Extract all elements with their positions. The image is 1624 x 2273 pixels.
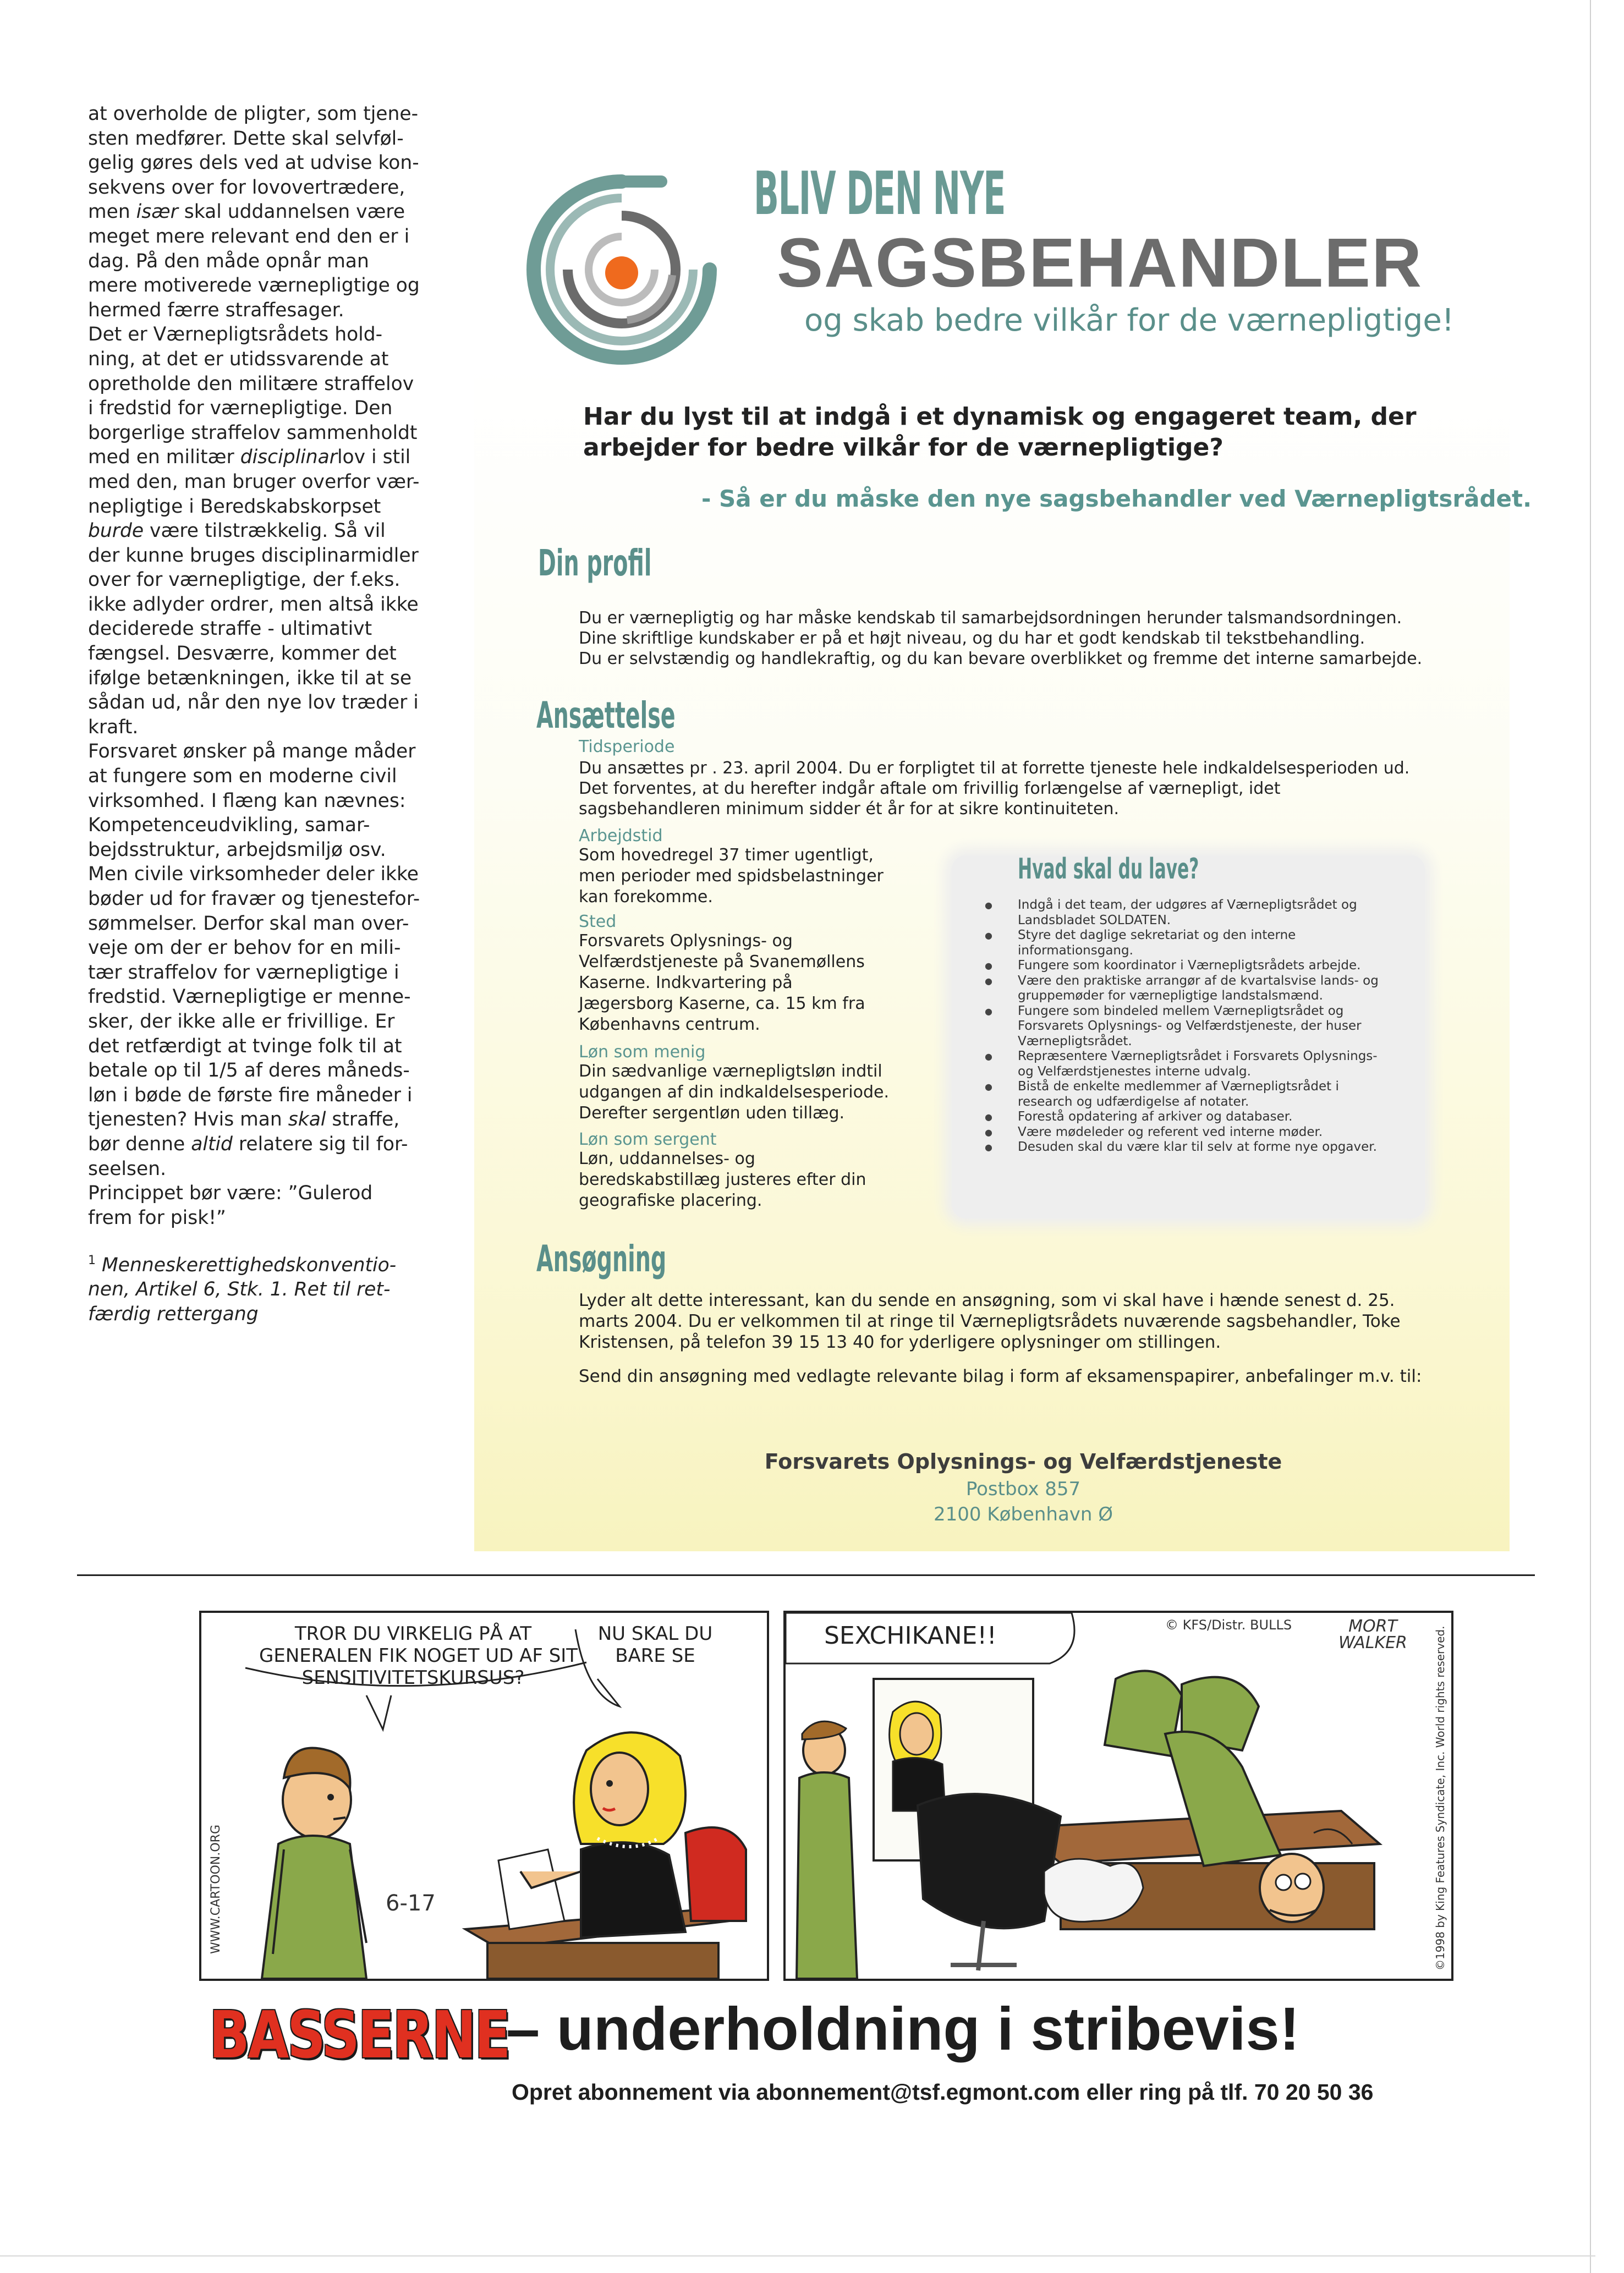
article-line: ikke adlyder ordrer, men altså ikke (88, 593, 419, 616)
hours-label: Arbejdstid (579, 826, 663, 845)
bottom-edge (0, 2255, 1595, 2256)
footnote-line: færdig rettergang (88, 1303, 259, 1325)
article-line: men især skal uddannelsen være (88, 201, 405, 223)
advert-intro-sub: - Så er du måske den nye sagsbehandler ved Værnepligtsrådet. (701, 485, 1532, 512)
panel1-bubble-line: GENERALEN FIK NOGET UD AF SIT (259, 1645, 578, 1667)
basserne-logo: BASSERNE (209, 1997, 509, 2073)
footnote-text (88, 1254, 429, 1327)
article-line: deciderede straffe - ultimativt (88, 618, 372, 640)
article-line: Princippet bør være: ”Gulerod (88, 1182, 373, 1205)
article-line: bør denne altid relatere sig til for- (88, 1133, 408, 1155)
article-body (88, 102, 429, 1230)
page-edge (1590, 0, 1591, 2273)
article-line: hermed færre straffesager. (88, 299, 344, 321)
panel2-signature (1338, 1618, 1407, 1651)
period-line: Du ansættes pr . 23. april 2004. Du er forpligtet til at forrette tjeneste hele indkaldelsesperioden ud. (579, 759, 1410, 778)
pay-private-label: Løn som menig (579, 1042, 706, 1062)
task-line: ● Repræsentere Værnepligtsrådet i Forsvarets Oplysnings- (1018, 1049, 1378, 1063)
article-line: ning, at det er utidssvarende at (88, 348, 389, 370)
task-line: research og udfærdigelse af notater. (1018, 1094, 1249, 1109)
article-line: fredstid. Værnepligtige er menne- (88, 986, 411, 1008)
tasks-title: Hvad skal du lave? (1018, 853, 1199, 886)
task-line: ● Desuden skal du være klar til selv at forme nye opgaver. (1018, 1140, 1377, 1154)
task-line: ● Fungere som koordinator i Værnepligtsrådets arbejde. (1018, 958, 1361, 973)
article-line: det retfærdigt at tvinge folk til at (88, 1035, 402, 1057)
place-line: Forsvarets Oplysnings- og (579, 931, 793, 951)
banner-tagline: – underholdning i stribevis! (506, 1995, 1300, 2063)
task-item (968, 1079, 1419, 1110)
pay-private-line: udgangen af din indkaldelsesperiode. (579, 1083, 890, 1102)
period-line: Det forventes, at du herefter indgår aftale om frivillig forlængelse af værnepligt, idet (579, 779, 1281, 798)
task-item (968, 1049, 1419, 1079)
article-line: med en militær disciplinarlov i stil (88, 446, 411, 469)
pay-private-text (579, 1061, 889, 1124)
section-divider (77, 1574, 1535, 1576)
hours-line: Som hovedregel 37 timer ugentligt, (579, 845, 874, 865)
pay-sergeant-line: Løn, uddannelses- og (579, 1149, 755, 1168)
signature-line: MORT (1348, 1617, 1397, 1636)
target-logo-icon (517, 165, 726, 374)
task-line: ● Forestå opdatering af arkiver og databaser. (1018, 1110, 1293, 1124)
panel1-reply-line: BARE SE (615, 1645, 695, 1667)
article-line: mere motiverede værnepligtige og (88, 274, 420, 297)
article-line: Forsvaret ønsker på mange måder (88, 740, 416, 763)
panel2-credit: © KFS/Distr. BULLS (1165, 1617, 1292, 1633)
place-line: Velfærdstjeneste på Svanemøllens (579, 952, 865, 971)
headline-case-officer: SAGSBEHANDLER (777, 224, 1423, 301)
profile-line: Du er værnepligtig og har måske kendskab til samarbejdsordningen herunder talsmandsordningen. (579, 608, 1402, 628)
application-send-line: Send din ansøgning med vedlagte relevante bilag i form af eksamenspapirer, anbefalinger m.v. til: (579, 1366, 1422, 1386)
task-item (968, 898, 1419, 928)
article-line: nepligtige i Beredskabskorpset (88, 495, 381, 518)
banner-subscribe-text: Opret abonnement via abonnement@tsf.egmont.com eller ring på tlf. 70 20 50 36 (512, 2079, 1374, 2105)
article-line: sådan ud, når den nye lov træder i (88, 691, 419, 714)
profile-line: Du er selvstændig og handlekraftig, og du kan bevare overblikket og fremme det interne samarbejde. (579, 649, 1423, 668)
task-line: ● Indgå i det team, der udgøres af Værnepligtsrådet og (1018, 898, 1357, 912)
profile-text (579, 608, 1486, 669)
panel1-speech-bubble (259, 1623, 578, 1689)
article-line: Men civile virksomheder deler ikke (88, 863, 419, 886)
section-title-application: Ansøgning (536, 1238, 667, 1280)
article-line: sekvens over for lovovertrædere, (88, 176, 405, 199)
article-line: meget mere relevant end den er i (88, 225, 410, 248)
pay-sergeant-text (579, 1149, 866, 1211)
period-line: sagsbehandleren minimum sidder ét år for at sikre kontinuiteten. (579, 799, 1120, 819)
headline-subtitle: og skab bedre vilkår for de værnepligtige! (804, 303, 1455, 338)
footnote-line: nen, Artikel 6, Stk. 1. Ret til ret- (88, 1278, 391, 1301)
pay-sergeant-label: Løn som sergent (579, 1130, 717, 1149)
task-line: Forsvarets Oplysnings- og Velfærdstjeneste, der huser (1018, 1019, 1362, 1033)
place-line: Københavns centrum. (579, 1015, 760, 1034)
place-line: Kaserne. Indkvartering på (579, 973, 793, 992)
article-line: løn i bøde de første fire måneder i (88, 1084, 413, 1106)
panel1-bubble-line: SENSITIVITETSKURSUS? (301, 1667, 525, 1689)
article-line: seelsen. (88, 1157, 167, 1180)
article-line: ifølge betænkningen, ikke til at se (88, 667, 412, 689)
panel1-date: 6-17 (386, 1891, 436, 1916)
hours-text (579, 845, 884, 908)
task-line: Landsbladet SOLDATEN. (1018, 913, 1171, 927)
article-line: fængsel. Desværre, kommer det (88, 643, 397, 665)
task-line: og Velfærdstjenestes interne udvalg. (1018, 1064, 1251, 1079)
pay-private-line: Derefter sergentløn uden tillæg. (579, 1103, 845, 1123)
article-line: opretholde den militære straffelov (88, 372, 414, 395)
task-item (968, 958, 1419, 974)
article-line: tjenesten? Hvis man skal straffe, (88, 1108, 400, 1131)
article-line: over for værnepligtige, der f.eks. (88, 569, 400, 591)
article-line: kraft. (88, 716, 139, 738)
article-line: Det er Værnepligtsrådets hold- (88, 323, 383, 346)
task-item (968, 974, 1419, 1004)
footnote-marker: 1 (88, 1254, 96, 1268)
task-item (968, 1110, 1419, 1125)
hours-line: kan forekomme. (579, 887, 713, 907)
application-line: Lyder alt dette interessant, kan du sende en ansøgning, som vi skal have i hænde senest d. 25. (579, 1291, 1395, 1310)
footnote (88, 1249, 429, 1326)
section-title-employment: Ansættelse (536, 694, 676, 737)
article-line: borgerlige straffelov sammenholdt (88, 421, 418, 444)
article-line: sømmelser. Derfor skal man over- (88, 912, 409, 935)
panel2-speech-bubble: SEXCHIKANE!! (824, 1622, 997, 1650)
panel2-copyright: ©1998 by King Features Syndicate, Inc. World rights reserved. (1434, 1626, 1447, 1970)
address-city: 2100 København Ø (933, 1503, 1113, 1525)
article-line: der kunne bruges disciplinarmidler (88, 544, 419, 567)
article-line: Kompetenceudvikling, samar- (88, 814, 370, 837)
advert-intro (583, 402, 1463, 463)
article-line: bøder ud for fravær og tjenestefor- (88, 888, 420, 910)
address-name: Forsvarets Oplysnings- og Velfærdstjeneste (764, 1450, 1282, 1474)
comic-panel-2 (783, 1611, 1453, 1981)
article-line: at fungere som en moderne civil (88, 765, 397, 788)
intro-line: Har du lyst til at indgå i et dynamisk og engageret team, der (583, 403, 1417, 431)
pay-sergeant-line: beredskabstillæg justeres efter din (579, 1170, 866, 1189)
hours-line: men perioder med spidsbelastninger (579, 866, 884, 886)
intro-line: arbejder for bedre vilkår for de værnepligtige? (583, 433, 1224, 462)
article-line: at overholde de pligter, som tjene- (88, 103, 419, 125)
task-item (968, 1125, 1419, 1140)
article-line: veje om der er behov for en mili- (88, 937, 401, 959)
task-item (968, 928, 1419, 958)
address-block (583, 1447, 1463, 1527)
task-line: ● Være mødeleder og referent ved interne møder. (1018, 1124, 1323, 1139)
article-line: tær straffelov for værnepligtige i (88, 961, 399, 984)
application-text (579, 1290, 1459, 1387)
article-line: sker, der ikke alle er frivillige. Er (88, 1010, 395, 1033)
task-line: Værnepligtsrådet. (1018, 1034, 1132, 1048)
task-line: gruppemøder for værnepligtige landstalsmænd. (1018, 989, 1323, 1003)
pay-sergeant-line: geografiske placering. (579, 1191, 762, 1210)
headline-become-new: BLIV DEN NYE (754, 160, 1006, 228)
task-item (968, 1140, 1419, 1155)
tasks-list (968, 898, 1419, 1155)
footnote-line: Menneskerettighedskonventio- (96, 1254, 397, 1276)
article-column (88, 102, 429, 1327)
place-text (579, 931, 865, 1035)
panel1-site: WWW.CARTOON.ORG (209, 1825, 223, 1954)
profile-line: Dine skriftlige kundskaber er på et højt niveau, og du har et godt kendskab til tekstbehandling. (579, 629, 1365, 648)
pay-private-line: Din sædvanlige værnepligtsløn indtil (579, 1062, 882, 1081)
article-line: gelig gøres dels ved at udvise kon- (88, 152, 419, 174)
period-text (579, 758, 1486, 819)
article-line: med den, man bruger overfor vær- (88, 470, 420, 493)
comic-panel-2-art (786, 1613, 1451, 1979)
task-item (968, 1004, 1419, 1050)
place-line: Jægersborg Kaserne, ca. 15 km fra (579, 994, 865, 1013)
task-line: ● Bistå de enkelte medlemmer af Værnepligtsrådet i (1018, 1079, 1339, 1094)
section-title-profile: Din profil (538, 542, 652, 584)
article-line: frem for pisk!” (88, 1206, 226, 1229)
task-line: ● Være den praktiske arrangør af de kvartalsvise lands- og (1018, 973, 1379, 988)
task-line: informationsgang. (1018, 943, 1133, 958)
article-line: betale op til 1/5 af deres måneds- (88, 1059, 410, 1082)
article-line: i fredstid for værnepligtige. Den (88, 397, 393, 420)
period-label: Tidsperiode (579, 737, 675, 756)
panel1-reply-bubble (586, 1623, 724, 1667)
application-line: marts 2004. Du er velkommen til at ringe til Værnepligtsrådets nuværende sagsbehandler, Toke (579, 1311, 1401, 1331)
task-line: ● Styre det daglige sekretariat og den interne (1018, 928, 1296, 942)
signature-line: WALKER (1338, 1633, 1407, 1652)
panel1-bubble-line: TROR DU VIRKELIG PÅ AT (294, 1623, 532, 1645)
article-line: burde være tilstrækkelig. Så vil (88, 520, 386, 542)
application-line: Kristensen, på telefon 39 15 13 40 for yderligere oplysninger om stillingen. (579, 1332, 1221, 1352)
article-line: dag. På den måde opnår man (88, 250, 369, 272)
article-line: virksomhed. I flæng kan nævnes: (88, 789, 406, 812)
article-line: sten medfører. Dette skal selvføl- (88, 127, 404, 150)
place-label: Sted (579, 912, 617, 931)
comic-panel-1 (199, 1611, 769, 1981)
address-postbox: Postbox 857 (965, 1478, 1081, 1500)
task-line: ● Fungere som bindeled mellem Værnepligtsrådet og (1018, 1003, 1344, 1018)
article-line: bejdsstruktur, arbejdsmiljø osv. (88, 838, 386, 861)
panel1-reply-line: NU SKAL DU (597, 1623, 713, 1645)
